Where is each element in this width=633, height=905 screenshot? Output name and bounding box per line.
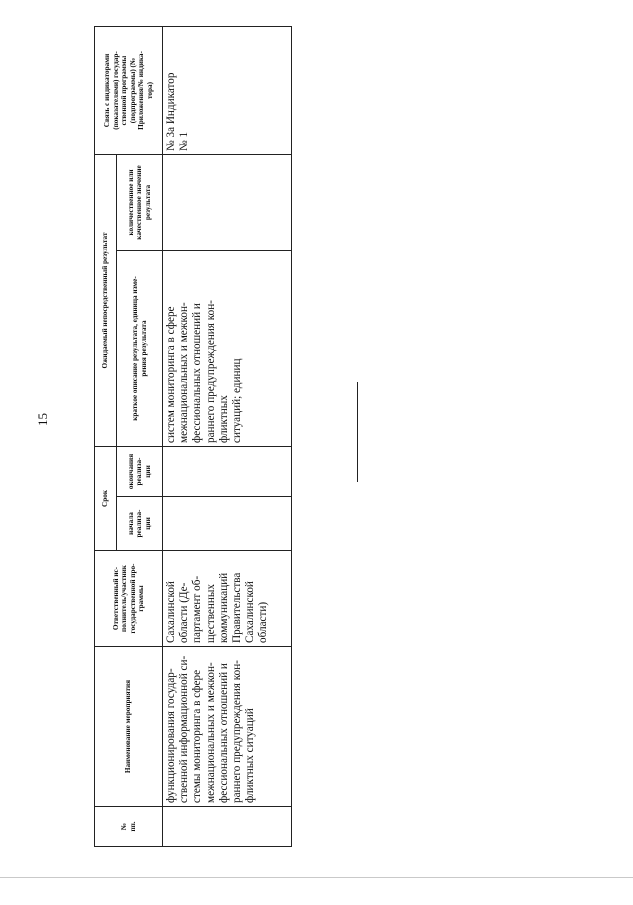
header-expected: Ожидаемый непосредственный результат: [95, 155, 117, 447]
cell-num: [163, 807, 292, 847]
header-expected-value: количественное или качественное значение результата: [117, 155, 163, 251]
cell-expected-value: [163, 155, 292, 251]
vertical-rule: [357, 382, 358, 482]
page-bottom-edge: [0, 877, 633, 878]
header-link: Связь с индикаторами (показателями) государ- ственной программы (подпрограммы) (№ Приложения/№ индика- тора): [95, 27, 163, 155]
cell-term-start: [163, 497, 292, 551]
rotated-table-region: [94, 27, 292, 847]
header-term-start: начала реализа- ции: [117, 497, 163, 551]
header-expected-desc: краткое описание результата, единица изме- рения результата: [117, 251, 163, 447]
header-name: Наименование мероприятия: [95, 647, 163, 807]
header-term-end: окончания реализа- ции: [117, 447, 163, 497]
header-num: № пп.: [95, 807, 163, 847]
cell-link: № 3а Индикатор № 1: [163, 27, 292, 155]
table-row: [163, 27, 292, 847]
cell-term-end: [163, 447, 292, 497]
page-number: 15: [35, 413, 50, 426]
cell-name: функционирования государ- ственной информационной си- стемы мониторинга в сфере межнациональных и межкон- фессиональных отношений и раннего предупреждения кон- фликтных ситуаций: [163, 647, 292, 807]
header-responsible: Ответственный ис- полнитель/участник государственной про- граммы: [95, 551, 163, 647]
header-term: Срок: [95, 447, 117, 551]
cell-responsible: Сахалинской области (Де- партамент об- щественных коммуникаций Правительства Сахалинской области): [163, 551, 292, 647]
cell-expected-desc: систем мониторинга в сфере межнациональных и межкон- фессиональных отношений и раннего предупреждения кон- фликтных ситуаций; единиц: [163, 251, 292, 447]
activities-table: [94, 26, 292, 847]
